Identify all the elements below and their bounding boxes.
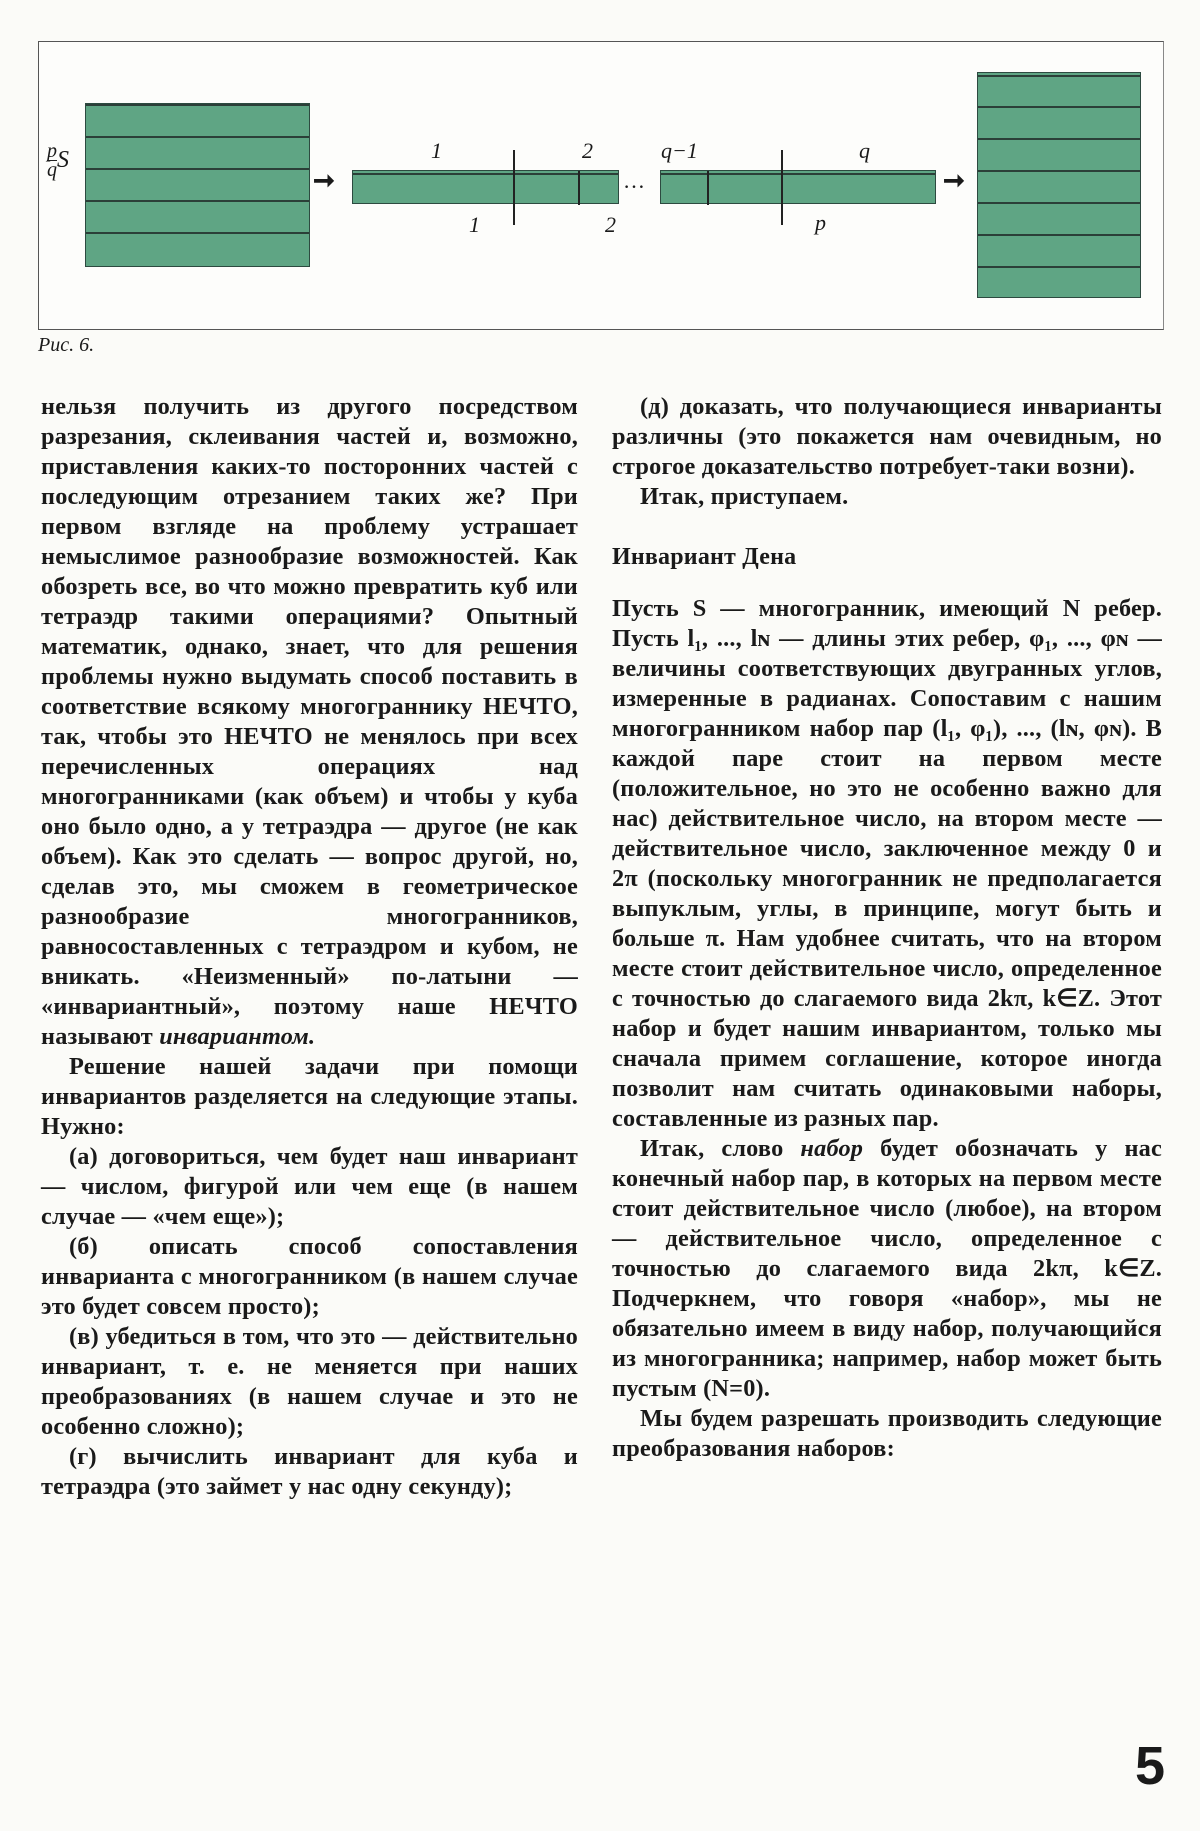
paragraph: Итак, слово набор будет обозначать у нас конечный набор пар, в которых на первом месте стоит действительное число (любое), на втором — действительное число, определенное с точностью до слагаемого вида 2kπ, k∈Z. Подчеркнем, что говоря «набор», мы не обязательно имеем в виду набор, получающийся из многогранника; например, набор может быть пустым (N=0).: [612, 1135, 1162, 1402]
list-item: (а) договориться, чем будет наш инвариант — числом, фигурой или чем еще (в нашем случае — «чем еще»);: [41, 1143, 578, 1230]
section-heading: Инвариант Дена: [612, 544, 797, 570]
paragraph: Итак, приступаем.: [640, 483, 849, 510]
paragraph: нельзя получить из другого посредством разрезания, склеивания частей и, возможно, приставления каких-то посторонних частей с последующим отрезанием таких же? При первом взгляде на проблему устрашает немыслимое разнообразие возможностей. Как обозреть все, во что можно превратить куб или тетраэдр такими операциями? Опытный математик, однако, знает, что для решения проблемы нужно выдумать способ поставить в соответствие всякому многограннику НЕЧТО, так, чтобы это НЕЧТО не менялось при всех перечисленных операциях над многогранниками (как объем) и чтобы у куба оно было одно, а у тетраэдра — другое (не как объем). Как это сделать — вопрос другой, но, сделав это, мы сможем в геометрическое разнообразие многогранников, равносоставленных с тетраэдром и кубом, не вникать. «Неизменный» по-латыни — «инвариантный», поэтому наше НЕЧТО называют инвариантом.: [41, 393, 578, 1050]
fraction-label: $\frac{p}{q}$ S: [47, 140, 69, 181]
paragraph: Пусть S — многогранник, имеющий N ребер. Пусть l₁, ..., lɴ — длины этих ребер, φ₁, ..., φɴ — величины соответствующих двугранных углов, измеренные в радианах. Сопоставим с нашим многогранником набор пар (l₁, φ₁), ..., (lɴ, φɴ). В каждой паре стоит на первом месте (положительное, но это не особенно важно для нас) действительное число, на втором месте — действительное число, заключенное между 0 и 2π (поскольку многогранник не предполагается выпуклым, углы, в принципе, могут быть и больше π. Нам удобнее считать, что на втором месте стоит действительное число, определенное с точностью до слагаемого вида 2kπ, k∈Z. Этот набор и будет нашим инвариантом, только мы сначала примем соглашение, которое иногда позволит нам считать одинаковыми наборы, составленные из разных пар.: [612, 595, 1162, 1132]
cut-line: [513, 150, 515, 225]
figure-6: $\frac{p}{q}$ S ➞ 1 2 1 2 … q−1 q p ➞: [38, 41, 1164, 330]
list-item: (г) вычислить инвариант для куба и тетраэдра (это займет у нас одну секунду);: [41, 1443, 578, 1500]
strip-part-1: [352, 170, 619, 204]
list-item: (в) убедиться в том, что это — действительно инвариант, т. е. не меняется при наших преобразованиях (в нашем случае и это не особенно сложно);: [41, 1323, 578, 1440]
cut-line: [781, 150, 783, 225]
right-column: [612, 392, 1162, 1464]
list-item: (б) описать способ сопоставления инварианта с многогранником (в нашем случае это будет совсем просто);: [41, 1233, 578, 1320]
left-column: [41, 392, 578, 1502]
list-item: (д) доказать, что получающиеся инварианты различны (это покажется нам очевидным, но строгое доказательство потребует-таки возни).: [612, 393, 1162, 480]
page-number: 5: [1135, 1736, 1166, 1796]
figure-caption: Рис. 6.: [38, 334, 95, 356]
initial-rectangle: [85, 103, 310, 267]
paragraph: Мы будем разрешать производить следующие преобразования наборов:: [612, 1405, 1162, 1462]
result-rectangle: [977, 72, 1141, 298]
arrow-right-icon: ➞: [313, 166, 335, 195]
arrow-right-icon: ➞: [943, 166, 965, 195]
strip-part-2: [660, 170, 936, 204]
paragraph: Решение нашей задачи при помощи инвариантов разделяется на следующие этапы. Нужно:: [41, 1053, 578, 1140]
